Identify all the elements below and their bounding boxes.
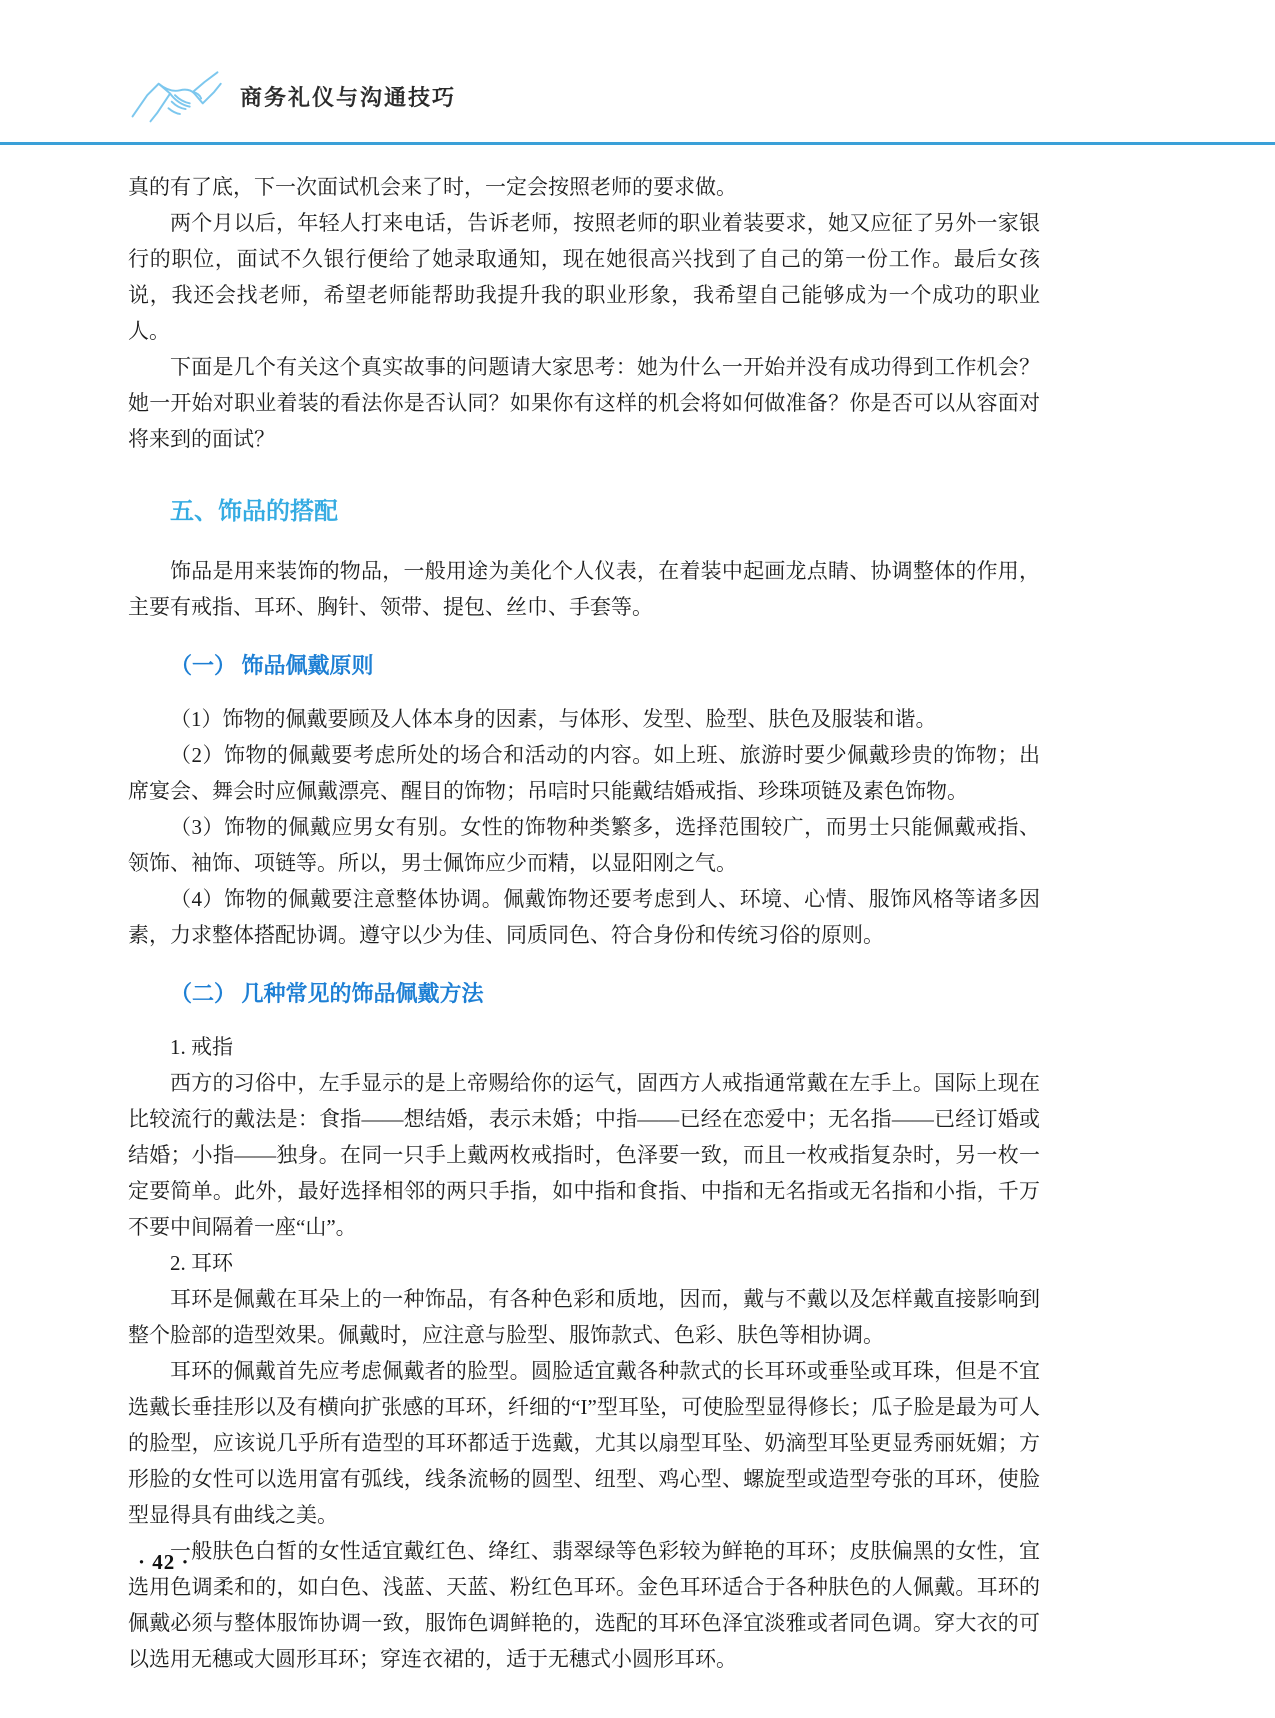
handshake-icon	[126, 66, 224, 126]
section-heading: 五、饰品的搭配	[170, 498, 338, 525]
earring-paragraph-3: 一般肤色白皙的女性适宜戴红色、绛红、翡翠绿等色彩较为鲜艳的耳环；皮肤偏黑的女性，宜选用色调柔和的，如白色、浅蓝、天蓝、粉红色耳环。金色耳环适合于各种肤色的人佩戴。耳环的佩戴必须与整体服饰协调一致，服饰色调鲜艳的，选配的耳环色泽宜淡雅或者同色调。穿大衣的可以选用无穗或大圆形耳环；穿连衣裙的，适于无穗式小圆形耳环。	[128, 1539, 1040, 1671]
principle-item-3: （3）饰物的佩戴应男女有别。女性的饰物种类繁多，选择范围较广，而男士只能佩戴戒指、领饰、袖饰、项链等。所以，男士佩饰应少而精，以显阳刚之气。	[128, 815, 1040, 875]
book-title: 商务礼仪与沟通技巧	[240, 84, 457, 110]
paragraph: 两个月以后，年轻人打来电话，告诉老师，按照老师的职业着装要求，她又应征了另外一家银行的职位，面试不久银行便给了她录取通知，现在她很高兴找到了自己的第一份工作。最后女孩说，我还会找老师，希望老师能帮助我提升我的职业形象，我希望自己能够成为一个成功的职业人。	[128, 211, 1040, 343]
ring-paragraph: 西方的习俗中，左手显示的是上帝赐给你的运气，固西方人戒指通常戴在左手上。国际上现在比较流行的戴法是：食指——想结婚，表示未婚；中指——已经在恋爱中；无名指——已经订婚或结婚；小指——独身。在同一只手上戴两枚戒指时，色泽要一致，而且一枚戒指复杂时，另一枚一定要简单。此外，最好选择相邻的两只手指，如中指和食指、中指和无名指或无名指和小指，千万不要中间隔着一座“山”。	[128, 1071, 1040, 1239]
page-number: · 42 ·	[138, 1550, 190, 1574]
page-body	[0, 145, 1275, 1677]
list-label-ring: 1. 戒指	[170, 1035, 233, 1059]
paragraph-continuation: 真的有了底，下一次面试机会来了时，一定会按照老师的要求做。	[128, 175, 737, 199]
page-header	[0, 0, 1275, 132]
paragraph: 下面是几个有关这个真实故事的问题请大家思考：她为什么一开始并没有成功得到工作机会？她一开始对职业着装的看法你是否认同？如果你有这样的机会将如何做准备？你是否可以从容面对将来到的面试？	[128, 355, 1040, 451]
principle-item-2: （2）饰物的佩戴要考虑所处的场合和活动的内容。如上班、旅游时要少佩戴珍贵的饰物；出席宴会、舞会时应佩戴漂亮、醒目的饰物；吊唁时只能戴结婚戒指、珍珠项链及素色饰物。	[128, 743, 1040, 803]
earring-paragraph-1: 耳环是佩戴在耳朵上的一种饰品，有各种色彩和质地，因而，戴与不戴以及怎样戴直接影响到整个脸部的造型效果。佩戴时，应注意与脸型、服饰款式、色彩、肤色等相协调。	[128, 1287, 1040, 1347]
principle-item-4: （4）饰物的佩戴要注意整体协调。佩戴饰物还要考虑到人、环境、心情、服饰风格等诸多因素，力求整体搭配协调。遵守以少为佳、同质同色、符合身份和传统习俗的原则。	[128, 887, 1040, 947]
subsection-heading-2: （二） 几种常见的饰品佩戴方法	[170, 981, 484, 1006]
principle-item-1: （1）饰物的佩戴要顾及人体本身的因素，与体形、发型、脸型、肤色及服装和谐。	[170, 707, 937, 731]
subsection-heading-1: （一） 饰品佩戴原则	[170, 653, 374, 678]
earring-paragraph-2: 耳环的佩戴首先应考虑佩戴者的脸型。圆脸适宜戴各种款式的长耳环或垂坠或耳珠，但是不宜选戴长垂挂形以及有横向扩张感的耳环，纤细的“I”型耳坠，可使脸型显得修长；瓜子脸是最为可人的脸型，应该说几乎所有造型的耳环都适于选戴，尤其以扇型耳坠、奶滴型耳坠更显秀丽妩媚；方形脸的女性可以选用富有弧线，线条流畅的圆型、纽型、鸡心型、螺旋型或造型夸张的耳环，使脸型显得具有曲线之美。	[128, 1359, 1040, 1527]
section-lead-paragraph: 饰品是用来装饰的物品，一般用途为美化个人仪表，在着装中起画龙点睛、协调整体的作用，主要有戒指、耳环、胸针、领带、提包、丝巾、手套等。	[128, 559, 1040, 619]
list-label-earring: 2. 耳环	[170, 1251, 233, 1275]
